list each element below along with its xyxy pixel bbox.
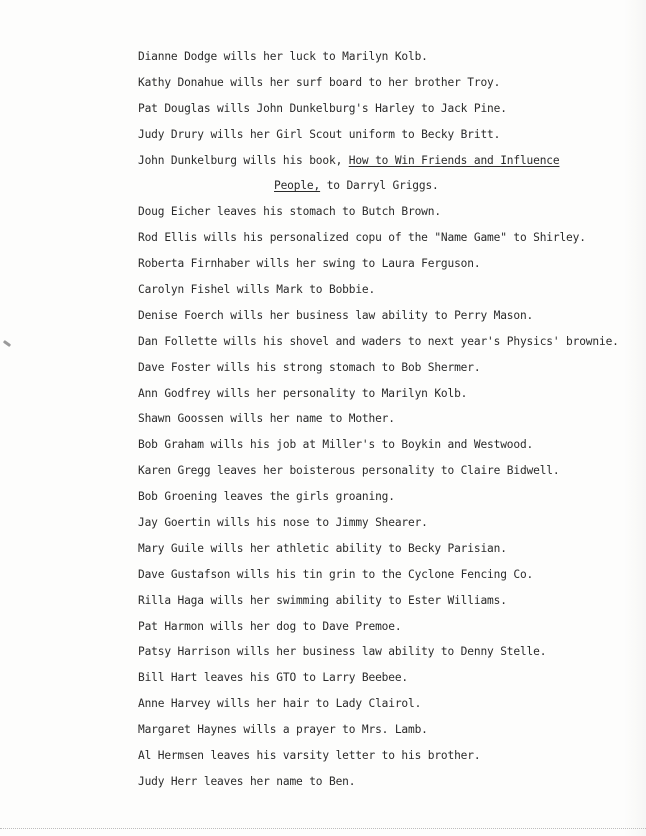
will-line: Patsy Harrison wills her business law ability to Denny Stelle.	[138, 645, 547, 659]
will-line: Bill Hart leaves his GTO to Larry Beebee.	[138, 671, 409, 685]
will-line: Rilla Haga wills her swimming ability to Ester Williams.	[138, 593, 507, 607]
page-edge-shadow	[624, 0, 646, 836]
will-line-lead: John Dunkelburg wills his book,	[138, 153, 349, 167]
will-line: Ann Godfrey wills her personality to Marilyn Kolb.	[138, 386, 468, 400]
book-title-cont: People,	[274, 179, 321, 193]
will-line: Carolyn Fishel wills Mark to Bobbie.	[138, 283, 376, 297]
will-line-tail: to Darryl Griggs.	[320, 179, 439, 193]
will-list	[138, 44, 628, 795]
stray-ink-mark	[3, 340, 11, 347]
will-line: Judy Herr leaves her name to Ben.	[138, 774, 356, 788]
will-line-dunkelburg	[138, 148, 628, 174]
will-line: Bob Groening leaves the girls groaning.	[138, 490, 395, 504]
will-line: Karen Gregg leaves her boisterous personality to Claire Bidwell.	[138, 464, 560, 478]
will-line: Shawn Goossen wills her name to Mother.	[138, 412, 395, 426]
will-line: Anne Harvey wills her hair to Lady Clairol.	[138, 697, 422, 711]
will-line: Roberta Firnhaber wills her swing to Laura Ferguson.	[138, 257, 481, 271]
will-line: Denise Foerch wills her business law ability to Perry Mason.	[138, 308, 534, 322]
will-line-dunkelburg-cont	[138, 173, 628, 199]
will-line: Dan Follette wills his shovel and waders to next year's Physics' brownie.	[138, 334, 619, 348]
will-line: Dave Foster wills his strong stomach to Bob Shermer.	[138, 360, 481, 374]
will-line: Pat Douglas wills John Dunkelburg's Harley to Jack Pine.	[138, 101, 507, 115]
will-line: Dave Gustafson wills his tin grin to the Cyclone Fencing Co.	[138, 567, 534, 581]
will-line: Mary Guile wills her athletic ability to Becky Parisian.	[138, 541, 507, 555]
will-line: Bob Graham wills his job at Miller's to Boykin and Westwood.	[138, 438, 534, 452]
will-line: Al Hermsen leaves his varsity letter to his brother.	[138, 749, 481, 763]
will-line: Margaret Haynes wills a prayer to Mrs. Lamb.	[138, 723, 428, 737]
will-line: Kathy Donahue wills her surf board to her brother Troy.	[138, 75, 501, 89]
will-line: Jay Goertin wills his nose to Jimmy Shearer.	[138, 516, 428, 530]
will-line: Doug Eicher leaves his stomach to Butch Brown.	[138, 205, 441, 219]
will-line: Judy Drury wills her Girl Scout uniform to Becky Britt.	[138, 127, 501, 141]
will-line: Pat Harmon wills her dog to Dave Premoe.	[138, 619, 402, 633]
will-line: Rod Ellis wills his personalized copu of the "Name Game" to Shirley.	[138, 231, 586, 245]
page-bottom-edge	[0, 828, 646, 830]
will-line: Dianne Dodge wills her luck to Marilyn Kolb.	[138, 50, 428, 63]
book-title: How to Win Friends and Influence	[348, 153, 560, 167]
